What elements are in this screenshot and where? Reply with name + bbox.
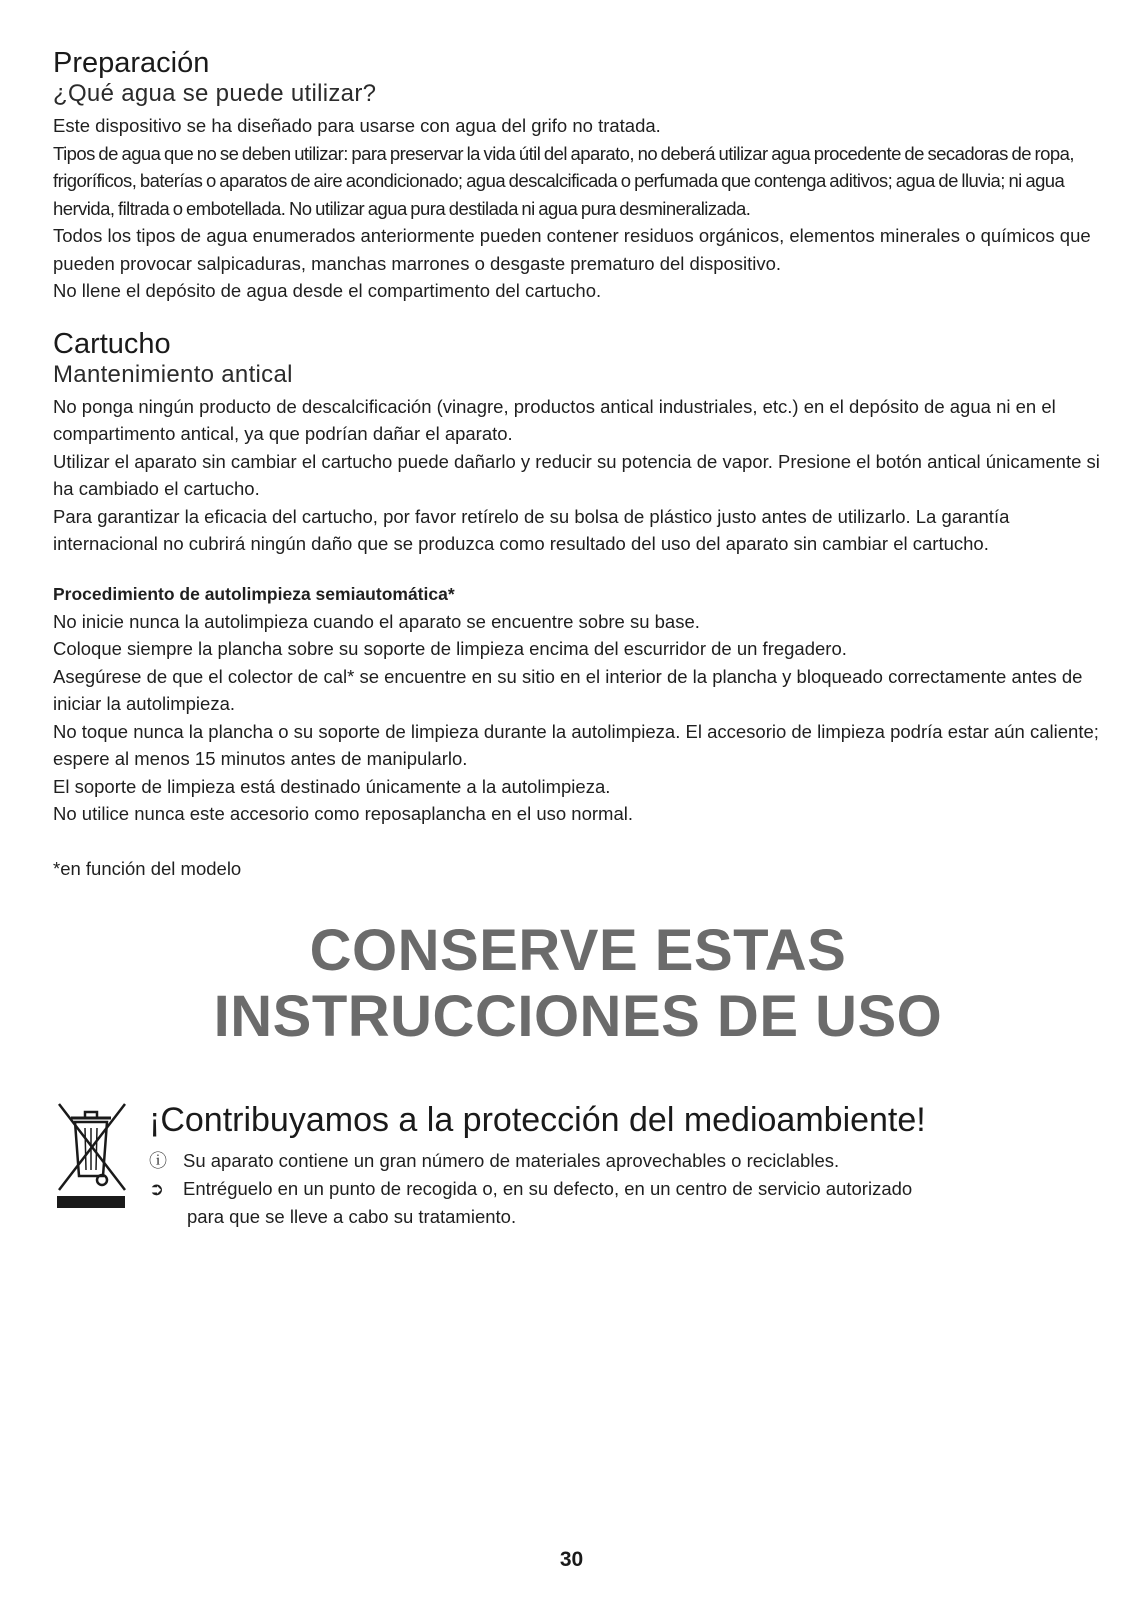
page-number: 30	[559, 1548, 584, 1571]
paragraph: No toque nunca la plancha o su soporte de limpieza durante la autolimpieza. El accesorio de limpieza podría estar aún caliente; espere al menos 15 minutos antes de manipularlo.	[53, 720, 1099, 769]
section-title-preparacion: Preparación	[53, 47, 210, 79]
paragraph: Este dispositivo se ha diseñado para usarse con agua del grifo no tratada.	[53, 115, 661, 136]
paragraph: Para garantizar la eficacia del cartucho, por favor retírelo de su bolsa de plástico justo antes de utilizarlo. La garantía internacional no cubrirá ningún daño que se produzca como resultado del uso del aparato sin cambiar el cartucho.	[53, 505, 1010, 554]
environment-section	[53, 1100, 1103, 1240]
page-content	[53, 46, 1103, 1240]
arrow-icon: ➲	[149, 1179, 165, 1199]
conserve-line-1: CONSERVE ESTAS	[309, 918, 847, 983]
paragraph: El soporte de limpieza está destinado únicamente a la autolimpieza.	[53, 775, 611, 797]
paragraph: No ponga ningún producto de descalcificación (vinagre, productos antical industriales, etc.) en el depósito de agua ni en el compartimento antical, ya que podrían dañar el aparato.	[53, 395, 1056, 444]
section-title-cartucho: Cartucho	[53, 327, 171, 360]
conserve-line-2: INSTRUCCIONES DE USO	[213, 984, 943, 1049]
env-arrow-text-2: para que se lleve a cabo su tratamiento.	[187, 1206, 517, 1227]
paragraph: No inicie nunca la autolimpieza cuando el aparato se encuentre sobre su base.	[53, 610, 700, 632]
paragraph: Asegúrese de que el colector de cal* se encuentre en su sitio en el interior de la plancha y bloqueado correctamente antes de iniciar la autolimpieza.	[53, 665, 1083, 714]
env-arrow-row	[149, 1175, 912, 1203]
crossed-out-wheelie-bin-icon	[53, 1100, 129, 1208]
conserve-banner	[53, 918, 1103, 1050]
environment-title: ¡Contribuyamos a la protección del medioambiente!	[149, 1101, 926, 1139]
paragraph: Tipos de agua que no se deben utilizar: para preservar la vida útil del aparato, no deberá utilizar agua procedente de secadoras de ropa, frigoríficos, baterías o aparatos de aire acondicionado; agua descalcificada o perfumada que contenga aditivos; agua de lluvia; ni agua hervida, filtrada o embotellada. No utilizar agua pura destilada ni agua pura desmineralizada.	[53, 142, 1074, 219]
env-arrow-text-1: Entréguelo en un punto de recogida o, en su defecto, en un centro de servicio autorizado	[183, 1178, 913, 1199]
procedure-title: Procedimiento de autolimpieza semiautomática*	[53, 583, 455, 604]
paragraph: No llene el depósito de agua desde el compartimento del cartucho.	[53, 280, 602, 301]
info-icon: ⓘ	[149, 1151, 167, 1171]
subtitle-water: ¿Qué agua se puede utilizar?	[53, 80, 377, 107]
paragraph: Utilizar el aparato sin cambiar el cartucho puede dañarlo y reducir su potencia de vapor. Presione el botón antical únicamente si ha cambiado el cartucho.	[53, 450, 1100, 499]
env-arrow-row-continued	[149, 1203, 516, 1231]
section-procedimiento	[53, 580, 1103, 883]
paragraph: No utilice nunca este accesorio como reposaplancha en el uso normal.	[53, 803, 633, 824]
footnote: *en función del modelo	[53, 857, 242, 879]
section-preparacion	[53, 46, 1103, 305]
paragraph: Coloque siempre la plancha sobre su soporte de limpieza encima del escurridor de un fregadero.	[53, 638, 847, 659]
paragraph: Todos los tipos de agua enumerados anteriormente pueden contener residuos orgánicos, elementos minerales o químicos que pueden provocar salpicaduras, manchas marrones o desgaste prematuro del dispositivo.	[53, 225, 1091, 274]
subtitle-antical: Mantenimiento antical	[53, 360, 293, 388]
section-cartucho	[53, 327, 1103, 558]
env-info-row	[149, 1147, 839, 1175]
env-info-text: Su aparato contiene un gran número de materiales aprovechables o reciclables.	[183, 1150, 840, 1171]
